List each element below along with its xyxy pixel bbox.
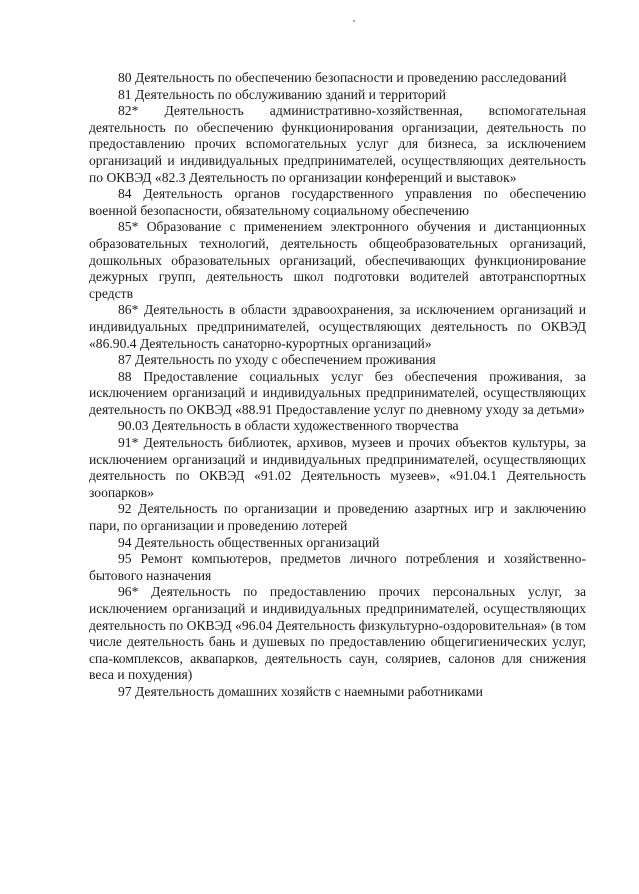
list-item: 94 Деятельность общественных организаций (118, 534, 380, 550)
list-item: 86* Деятельность в области здравоохранения, за исключением организаций и индивидуальных предпринимателей, осуществляющих деятельность по ОКВЭД «86.90.4 Деятельность санаторно-курортных организаций» (89, 302, 586, 351)
list-item: 87 Деятельность по уходу с обеспечением проживания (118, 352, 436, 368)
list-item: 96* Деятельность по предоставлению прочих персональных услуг, за исключением организаций и индивидуальных предпринимателей, осуществляющих деятельность по ОКВЭД «96.04 Деятельность физкультурно-оздоровительная» (в том числе деятельность бань и душевых по предоставлению общегигиенических услуг, спа-комплексов, аквапарков, деятельность саун, соляриев, салонов для снижения веса и похудения) (89, 584, 586, 683)
list-item: 95 Ремонт компьютеров, предметов личного потребления и хозяйственно-бытового назначения (89, 551, 586, 583)
list-item: 85* Образование с применением электронного обучения и дистанционных образовательных технологий, деятельность общеобразовательных организаций, дошкольных образовательных организаций, обеспечивающих функционирование дежурных групп, деятельность школ подготовки водителей автотранспортных средств (89, 219, 586, 301)
list-item: 91* Деятельность библиотек, архивов, музеев и прочих объектов культуры, за исключением организаций и индивидуальных предпринимателей, осуществляющих деятельность по ОКВЭД «91.02 Деятельность музеев», «91.04.1 Деятельность зоопарков» (89, 435, 586, 500)
list-item: 82* Деятельность административно-хозяйственная, вспомогательная деятельность по обеспечению функционирования организации, деятельность по предоставлению прочих вспомогательных услуг для бизнеса, за исключением организаций и индивидуальных предпринимателей, осуществляющих деятельность по ОКВЭД «82.3 Деятельность по организации конференций и выставок» (89, 103, 586, 185)
list-item: 80 Деятельность по обеспечению безопасности и проведению расследований (118, 70, 567, 85)
list-item: 81 Деятельность по обслуживанию зданий и территорий (118, 86, 447, 102)
list-item: 88 Предоставление социальных услуг без обеспечения проживания, за исключением организаций и индивидуальных предпринимателей, осуществляющих деятельность по ОКВЭД «88.91 Предоставление услуг по дневному уходу за детьми» (89, 368, 586, 417)
list-item: 97 Деятельность домашних хозяйств с наемными работниками (118, 683, 483, 699)
activity-list (89, 70, 586, 701)
list-item: 90.03 Деятельность в области художественного творчества (118, 418, 459, 434)
list-item: 84 Деятельность органов государственного управления по обеспечению военной безопасности, обязательному социальному обеспечению (89, 186, 586, 218)
list-item: 92 Деятельность по организации и проведению азартных игр и заключению пари, по организации и проведению лотерей (89, 501, 586, 534)
scan-speck (353, 20, 355, 22)
